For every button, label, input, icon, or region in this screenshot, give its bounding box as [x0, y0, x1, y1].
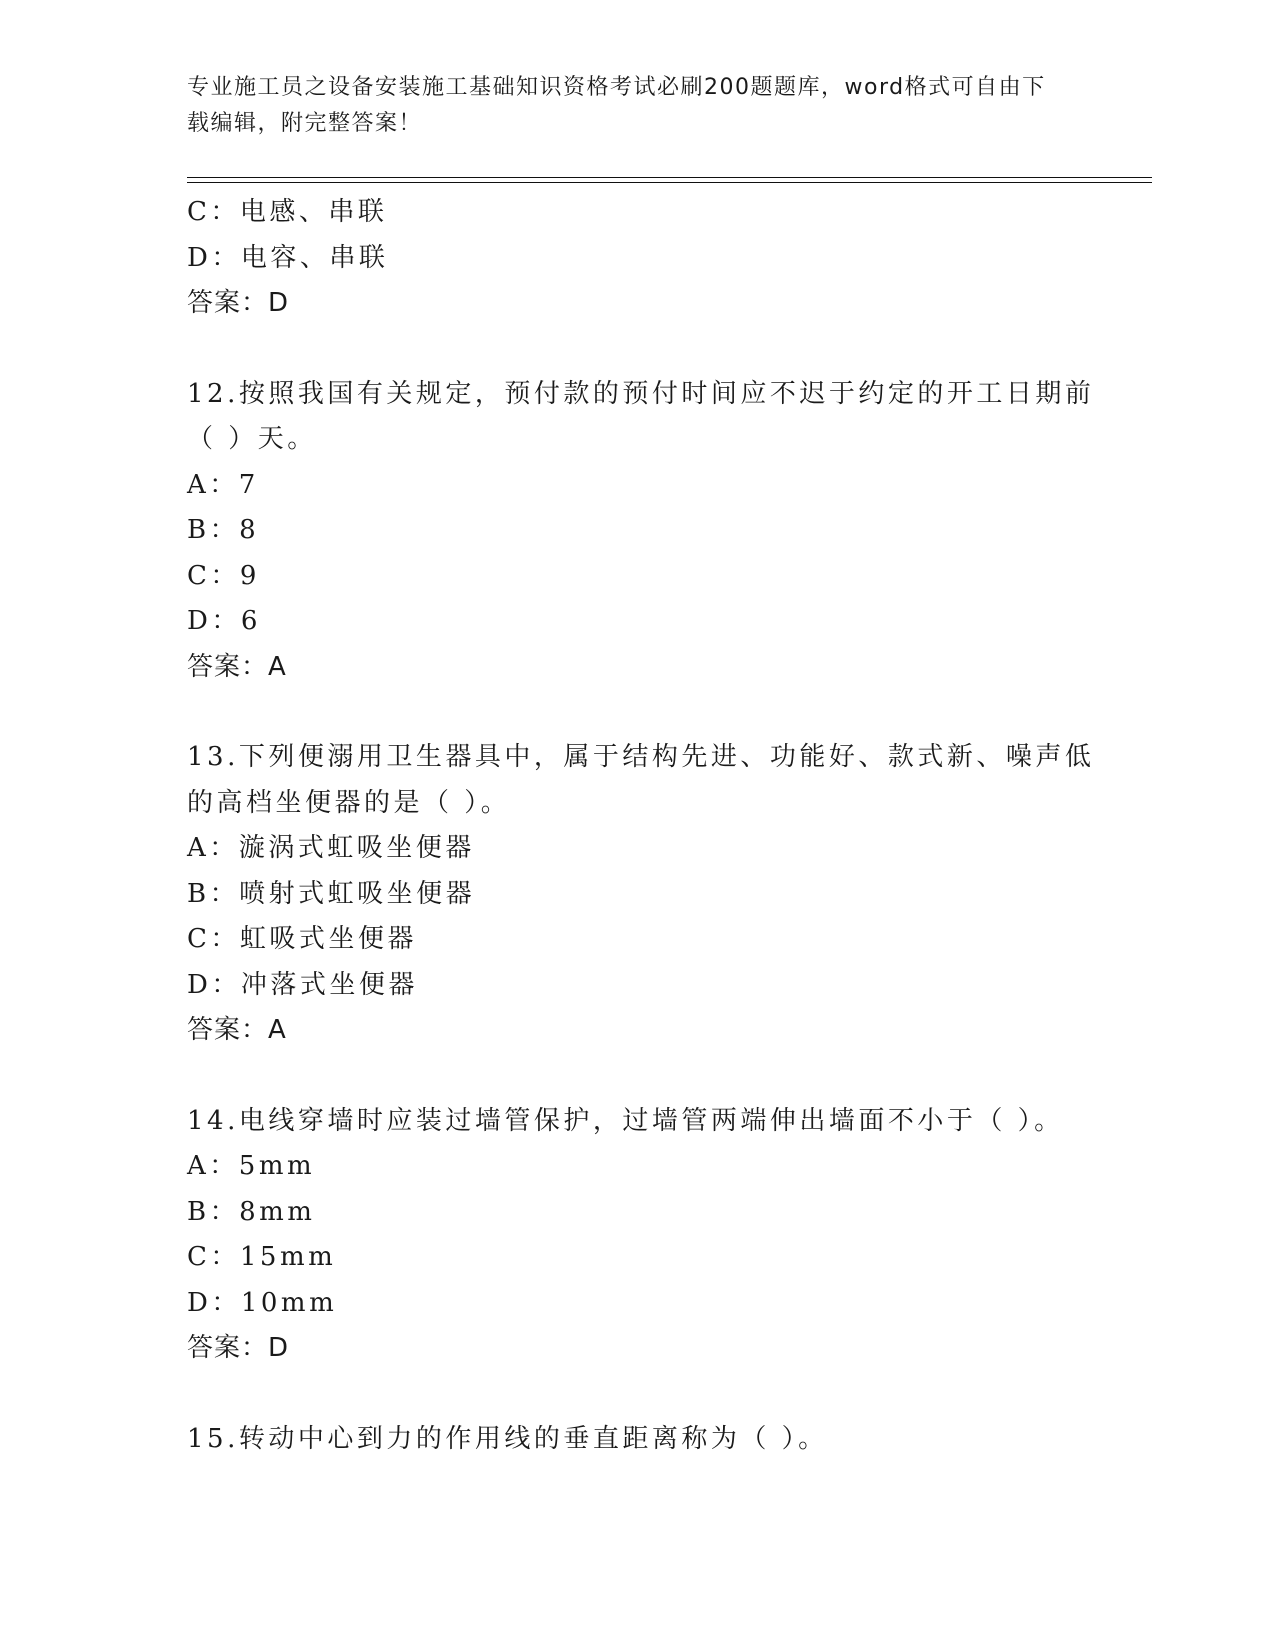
- question-text-line-1: 13.下列便溺用卫生器具中，属于结构先进、功能好、款式新、噪声低: [187, 742, 1095, 772]
- option-b: B：喷射式虹吸坐便器: [187, 878, 476, 909]
- question-text-line-1: 14.电线穿墙时应装过墙管保护，过墙管两端伸出墙面不小于（ ）。: [187, 1105, 1064, 1136]
- question-list: [187, 190, 1095, 1462]
- option-d: D：10mm: [187, 1287, 338, 1318]
- header-title: 专业施工员之设备安装施工基础知识资格考试必刷200题题库，word格式可自由下载编辑，附完整答案！: [187, 75, 1046, 136]
- question-12: [187, 372, 1095, 691]
- header-divider-bottom: [187, 182, 1152, 183]
- question-text-line-2: （ ）天。: [187, 424, 317, 454]
- option-c: C：15mm: [187, 1242, 337, 1272]
- question-text-line-1: 15.转动中心到力的作用线的垂直距离称为（ ）。: [187, 1423, 828, 1454]
- header-divider-top: [187, 177, 1152, 178]
- option-c: C：9: [187, 560, 260, 591]
- option-d: D：电容、串联: [187, 242, 389, 273]
- option-b: B：8: [187, 515, 260, 545]
- answer-line: 答案：A: [187, 651, 287, 682]
- question-text-line-2: 的高档坐便器的是（ ）。: [187, 787, 511, 818]
- question-15: [187, 1417, 1087, 1463]
- option-d: D：6: [187, 606, 261, 636]
- answer-line: 答案：D: [187, 288, 290, 318]
- question-13: [187, 735, 1095, 1054]
- option-d: D：冲落式坐便器: [187, 969, 418, 1000]
- question-11-tail: [187, 190, 1087, 327]
- option-a: A：5mm: [187, 1151, 316, 1181]
- option-a: A：漩涡式虹吸坐便器: [187, 833, 475, 863]
- option-c: C：电感、串联: [187, 197, 388, 227]
- option-b: B：8mm: [187, 1196, 316, 1227]
- document-header: [187, 70, 1067, 142]
- question-text-line-1: 12.按照我国有关规定，预付款的预付时间应不迟于约定的开工日期前: [187, 378, 1095, 409]
- question-14: [187, 1099, 1087, 1372]
- option-a: A：7: [187, 469, 259, 500]
- answer-line: 答案：A: [187, 1015, 287, 1045]
- option-c: C：虹吸式坐便器: [187, 924, 417, 954]
- answer-line: 答案：D: [187, 1333, 290, 1363]
